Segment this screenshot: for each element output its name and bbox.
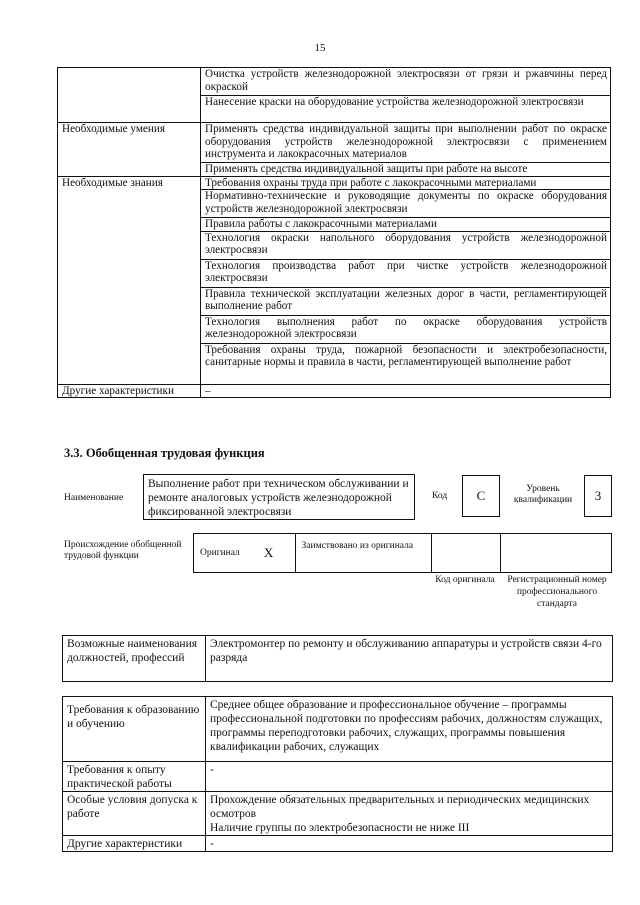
table-cell: Применять средства индивидуальной защиты при работе на высоте [201,163,611,177]
table-row [58,176,611,190]
code-original-cell [431,533,501,573]
section-title: 3.3. Обобщенная трудовая функция [64,446,265,460]
table-row [63,762,613,792]
origin-table [193,533,612,573]
table-cell: Технология окраски напольного оборудования устройств железнодорожной электросвязи [201,231,611,259]
level-value-box: 3 [584,475,612,517]
table-cell: - [206,836,613,852]
name-label: Наименование [64,493,124,503]
code-original-label: Код оригинала [435,575,495,585]
origin-label: Происхождение обобщенной трудовой функции [64,540,182,561]
row-label-other: Другие характеристики [58,384,201,398]
table-cell: Правила работы с лакокрасочными материалами [201,218,611,232]
table-cell: - [206,762,613,792]
table-row [63,697,613,762]
cell-line: Прохождение обязательных предварительных и периодических медицинских осмотров [210,794,590,820]
function-name-box: Выполнение работ при техническом обслуживании и ремонте аналоговых устройств железнодорожной фиксированной электросвязи [143,474,415,520]
row-label-knowledge: Необходимые знания [58,176,201,384]
code-label: Код [432,491,448,501]
row-label: Особые условия допуска к работе [63,792,206,836]
labor-actions-table [57,67,611,398]
table-cell: – [201,384,611,398]
row-label: Требования к опыту практической работы [63,762,206,792]
original-label: Оригинал [200,548,240,558]
reg-number-cell [500,533,612,573]
page-number: 15 [314,42,326,54]
borrowed-cell: Заимствовано из оригинала [295,533,432,573]
table-cell: Технология производства работ при чистке устройств железнодорожной электросвязи [201,259,611,287]
row-label-skills: Необходимые умения [58,123,201,177]
table-row [63,636,613,682]
table-cell: Требования охраны труда при работе с лакокрасочными материалами [201,176,611,190]
cell-line: Наличие группы по электробезопасности не ниже III [210,822,470,834]
table-row [63,792,613,836]
row-label: Другие характеристики [63,836,206,852]
table-cell: Среднее общее образование и профессиональное обучение – программы профессиональной подготовки по профессиям рабочих, должностям служащих, программы переподготовки рабочих, служащих, программы повышения квалификации рабочих, служащих [206,697,613,762]
table-cell: Нормативно-технические и руководящие документы по окраске оборудования устройств железнодорожной электросвязи [201,190,611,218]
code-value-box: С [462,475,500,517]
row-label: Возможные наименования должностей, профессий [63,636,206,682]
reg-number-label: Регистрационный номер профессионального стандарта [507,575,607,609]
table-cell: Электромонтер по ремонту и обслуживанию аппаратуры и устройств связи 4-го разряда [206,636,613,682]
original-mark: X [263,545,274,560]
table-row [58,384,611,398]
table-cell: Требования охраны труда, пожарной безопасности и электробезопасности, санитарные нормы и правила в части, регламентирующей выполнение работ [201,343,611,384]
table-row [63,836,613,852]
original-cell [193,533,296,573]
table-cell [206,792,613,836]
row-label: Требования к образованию и обучению [63,697,206,762]
requirements-table [62,696,613,852]
table-cell: Правила технической эксплуатации железных дорог в части, регламентирующей выполнение работ [201,287,611,315]
job-titles-table [62,635,613,682]
table-row [58,68,611,96]
level-label: Уровень квалификации [513,484,573,505]
table-cell: Применять средства индивидуальной защиты при выполнении работ по окраске оборудования устройств железнодорожной электросвязи с применением инструмента и лакокрасочных материалов [201,123,611,163]
table-row [58,123,611,163]
table-cell: Очистка устройств железнодорожной электросвязи от грязи и ржавчины перед окраской [201,68,611,96]
table-cell: Технология выполнения работ по окраске оборудования устройств железнодорожной электросвязи [201,315,611,343]
row-label [58,68,201,123]
table-cell: Нанесение краски на оборудование устройства железнодорожной электросвязи [201,96,611,123]
